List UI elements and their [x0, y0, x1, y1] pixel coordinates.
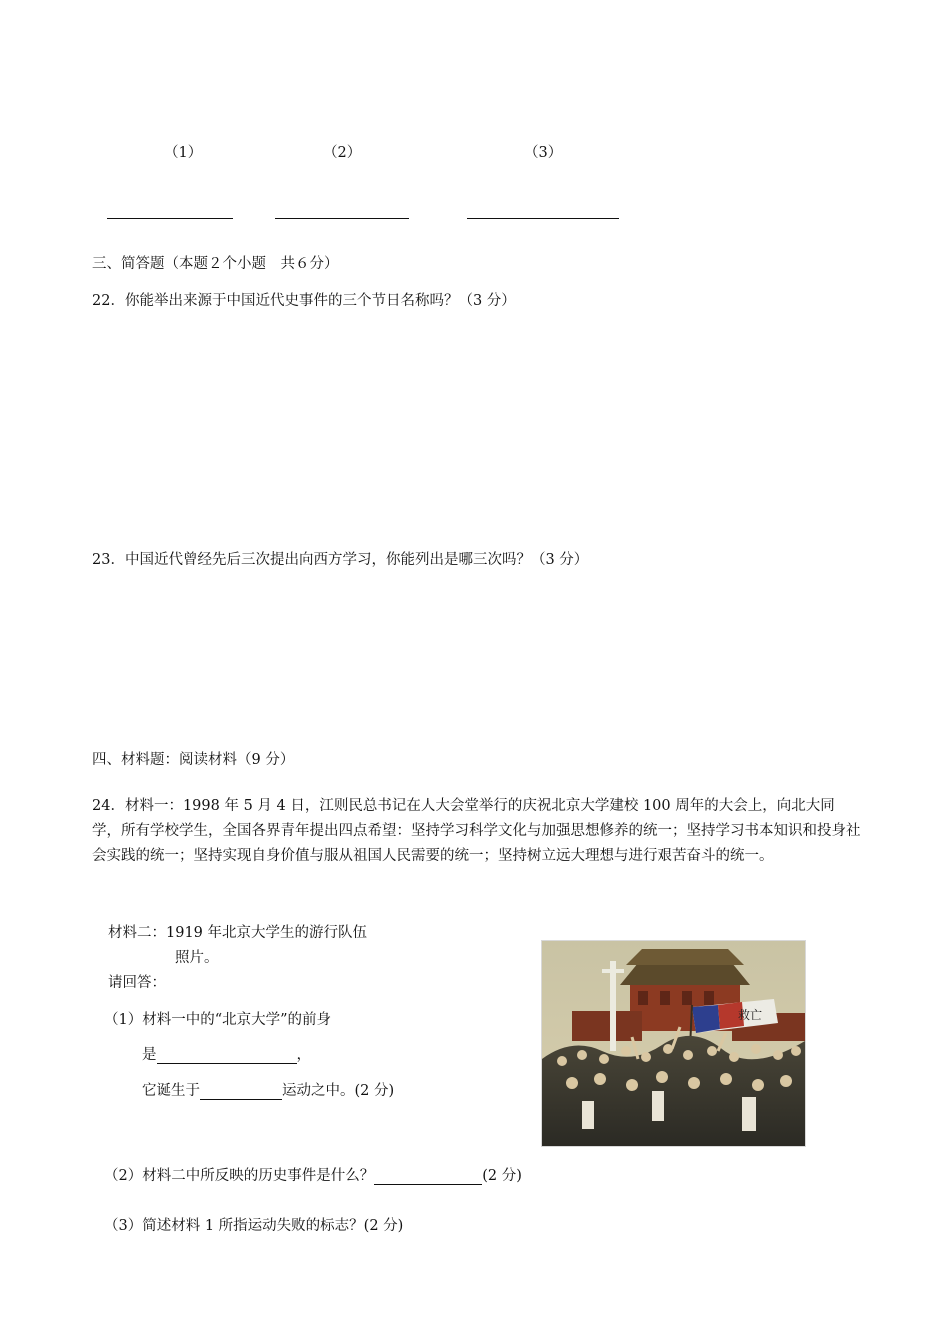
sub-question-1-is-row [142, 1043, 311, 1064]
question-22: 22．你能举出来源于中国近代史事件的三个节日名称吗？（3 分） [92, 293, 516, 309]
material2-line2: 照片。 [175, 950, 219, 966]
sub1-born-label: 它诞生于 [142, 1083, 200, 1099]
event-blank[interactable] [374, 1168, 482, 1185]
question-23: 23．中国近代曾经先后三次提出向西方学习，你能列出是哪三次吗？（3 分） [92, 552, 589, 568]
question-24-material1: 24．材料一：1998 年 5 月 4 日，江则民总书记在人大会堂举行的庆祝北京大学建校 100 周年的大会上，向北大同学，所有学校学生，全国各界青年提出四点希望：坚持学习科学文化与加强思想修养的统一；坚持学习书本知识和投身社会实践的统一；坚持实现自身价值与服从祖国人民需要的统一；坚持树立远大理想与进行艰苦奋斗的统一。 [92, 798, 861, 864]
sub2-text: （2）材料二中所反映的历史事件是什么？ [104, 1168, 375, 1184]
answer-blank-1[interactable] [107, 218, 233, 219]
sub-question-2 [104, 1164, 522, 1185]
sub-question-1-born-row [142, 1079, 394, 1100]
material2-line1: 材料二：1919 年北京大学生的游行队伍 [108, 925, 368, 941]
protest-march-photo-icon [542, 941, 805, 1146]
section4-heading: 四、材料题：阅读材料（9 分） [92, 752, 295, 768]
may-fourth-photo [541, 940, 806, 1147]
banner-text: 救亡 [738, 1008, 763, 1022]
predecessor-blank[interactable] [157, 1047, 297, 1064]
label-3: （3） [524, 145, 563, 161]
sub1-born-suffix: 运动之中。(2 分) [282, 1083, 395, 1099]
section3-heading: 三、简答题（本题２个小题 共６分） [92, 256, 339, 272]
movement-blank[interactable] [200, 1083, 282, 1100]
answer-blank-3[interactable] [467, 218, 619, 219]
label-1: （1） [164, 145, 203, 161]
sub-question-3: （3）简述材料 1 所指运动失败的标志？(2 分) [104, 1218, 404, 1234]
sub1-comma: ， [296, 1047, 311, 1063]
label-2: （2） [323, 145, 362, 161]
sub-question-1: （1）材料一中的“北京大学”的前身 [104, 1012, 332, 1028]
answer-blank-2[interactable] [275, 218, 409, 219]
sub2-score: (2 分) [482, 1168, 522, 1184]
please-answer: 请回答： [108, 975, 166, 991]
sub1-is-label: 是 [142, 1047, 157, 1063]
